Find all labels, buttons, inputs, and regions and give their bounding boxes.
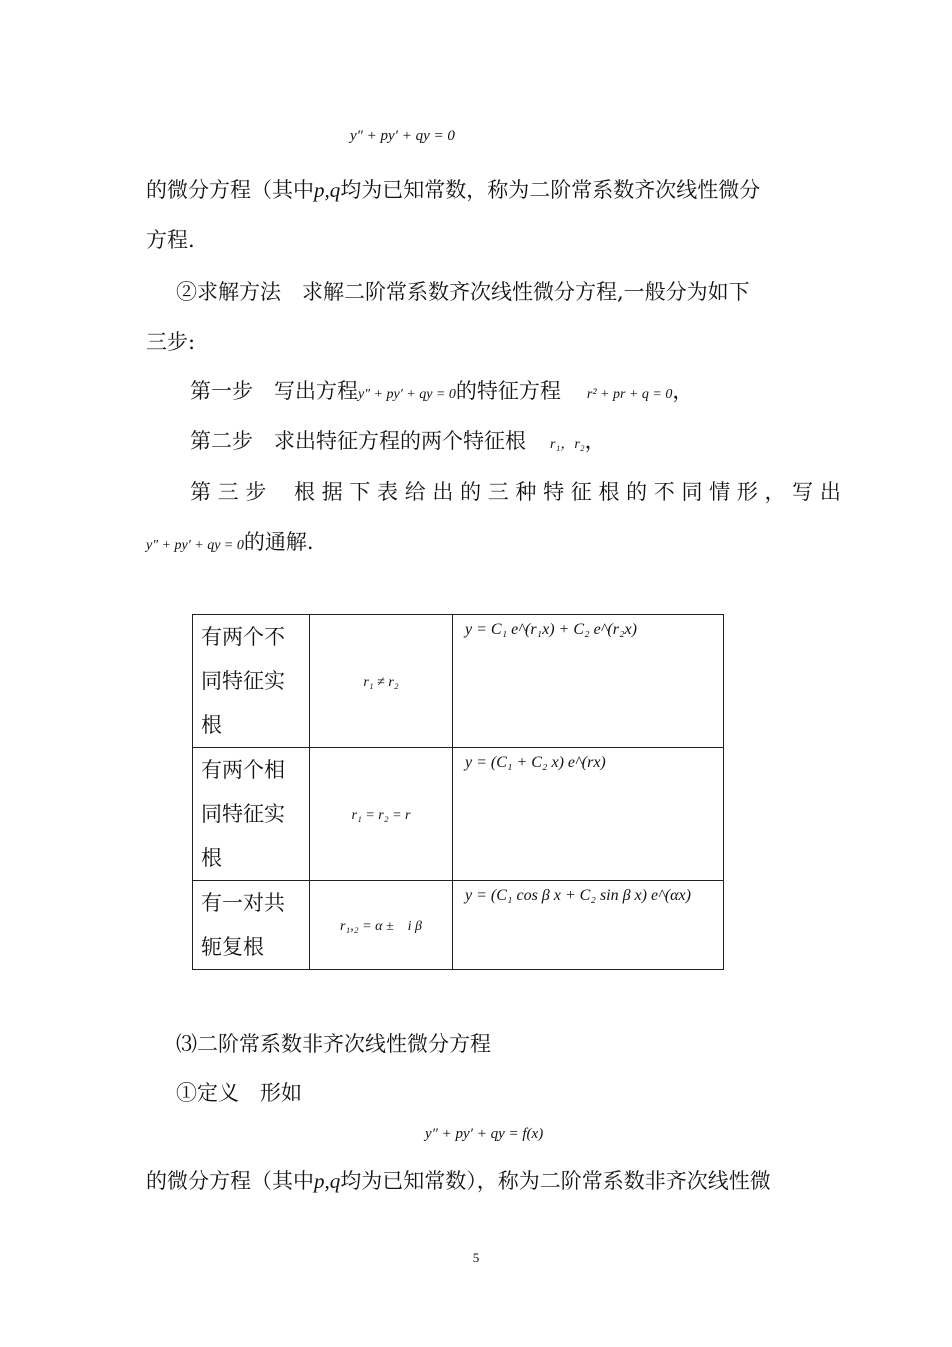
step-two-end: ， xyxy=(584,429,606,453)
step-two xyxy=(190,427,606,459)
case-line: 有两个不 xyxy=(201,625,285,649)
step-two-label: 第二步 求出特征方程的两个特征根 xyxy=(190,429,526,453)
paragraph-definition xyxy=(146,176,760,204)
definition-text-b: 均为已知常数，称为二阶常系数齐次线性微分 xyxy=(340,178,761,202)
step-three-label: 第 三 步 根 据 下 表 给 出 的 三 种 特 征 根 的 不 同 情 形 ， 写 出 xyxy=(190,480,841,504)
step-three-end: 的通解. xyxy=(243,530,314,554)
case-line: 同特征实 xyxy=(201,802,285,826)
step-one xyxy=(190,377,693,409)
definition-label: ①定义 形如 xyxy=(176,1081,302,1105)
case-cell xyxy=(193,615,310,748)
solution-cell xyxy=(453,748,724,881)
step-three-equation: y″ + py′ + qy = 0 xyxy=(146,538,244,553)
case-line: 有两个相 xyxy=(201,758,285,782)
table-row xyxy=(193,615,724,748)
solution-text: y = C₁ e^(r₁x) + C₂ e^(r₂x) xyxy=(465,621,637,638)
nonhomog-text-a: 的微分方程（其中 xyxy=(146,1169,314,1193)
pq-symbol: p,q xyxy=(314,1169,341,1193)
method-heading: ②求解方法 求解二阶常系数齐次线性微分方程,一般分为如下 xyxy=(176,280,750,304)
nonhomog-text-b: 均为已知常数），称为二阶常系数非齐次线性微 xyxy=(340,1169,771,1193)
equation-nonhomogeneous: y″ + py′ + qy = f(x) xyxy=(425,1126,544,1142)
step-one-end: ， xyxy=(672,379,694,403)
page-number: 5 xyxy=(472,1250,480,1265)
case-line: 轭复根 xyxy=(201,935,264,959)
solution-cell xyxy=(453,881,724,970)
condition-text: r₁ ≠ r₂ xyxy=(363,675,399,690)
condition-cell xyxy=(310,615,453,748)
solution-text: y = (C₁ cos β x + C₂ sin β x) e^(αx) xyxy=(465,887,691,904)
definition-text-a: 的微分方程（其中 xyxy=(146,178,314,202)
condition-text: r₁ = r₂ = r xyxy=(351,808,411,823)
characteristic-equation: r² + pr + q = 0 xyxy=(586,387,673,402)
definition-text-end: 方程. xyxy=(146,228,195,252)
case-line: 同特征实 xyxy=(201,669,285,693)
section-three-title: ⑶二阶常系数非齐次线性微分方程 xyxy=(176,1032,491,1056)
step-one-mid: 的特征方程 xyxy=(455,379,561,403)
solution-cell xyxy=(453,615,724,748)
case-cell xyxy=(193,748,310,881)
condition-cell xyxy=(310,748,453,881)
method-steps-intro: 三步: xyxy=(146,330,196,354)
paragraph-nonhomogeneous xyxy=(146,1167,771,1195)
solution-text: y = (C₁ + C₂ x) e^(rx) xyxy=(465,754,606,771)
step-one-equation: y″ + py′ + qy = 0 xyxy=(358,387,456,402)
step-three-cont xyxy=(146,528,314,560)
case-cell xyxy=(193,881,310,970)
equation-homogeneous: y″ + py′ + qy = 0 xyxy=(350,128,455,144)
table-row xyxy=(193,748,724,881)
case-line: 根 xyxy=(201,846,222,870)
table-row xyxy=(193,881,724,970)
case-line: 根 xyxy=(201,713,222,737)
condition-text: r₁,₂ = α ± i β xyxy=(339,919,423,934)
roots-table xyxy=(192,614,724,970)
step-one-label: 第一步 写出方程 xyxy=(190,379,358,403)
condition-cell xyxy=(310,881,453,970)
pq-symbol: p,q xyxy=(314,178,341,202)
case-line: 有一对共 xyxy=(201,891,285,915)
characteristic-roots: r₁，r₂ xyxy=(550,437,585,452)
